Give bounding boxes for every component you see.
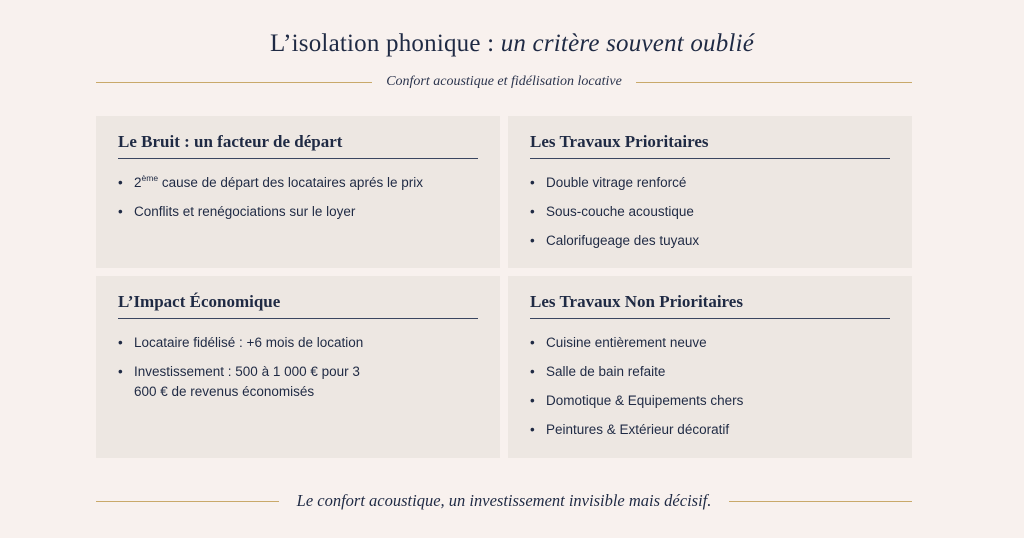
list-item: • Locataire fidélisé : +6 mois de location [118,333,480,353]
bullet-icon: • [530,335,535,350]
list-item: • Conflits et renégociations sur le loyer [118,202,480,222]
subtitle-row [96,71,912,93]
card-priority-works [508,116,912,268]
card-list [118,173,480,222]
footer-rule-left [96,501,279,502]
card-title: Le Bruit : un facteur de départ [118,132,478,159]
subtitle-rule-right [636,82,912,83]
list-item: • Cuisine entièrement neuve [530,333,892,353]
page-title [0,30,1024,58]
card-list [530,333,892,440]
card-list [530,173,892,251]
bullet-icon: • [530,204,535,219]
bullet-icon: • [530,422,535,437]
subtitle-rule-left [96,82,372,83]
bullet-icon: • [118,204,123,219]
footer-tagline: Le confort acoustique, un investissement invisible mais décisif. [296,491,712,510]
title-main: L’isolation phonique : [269,30,501,57]
bullet-icon: • [530,393,535,408]
list-item: • 2ème cause de départ des locataires aprés le prix [118,173,480,193]
card-title: L’Impact Économique [118,292,478,319]
list-item: • Investissement : 500 à 1 000 € pour 3 600 € de revenus économisés [118,364,360,399]
footer-rule-right [729,501,912,502]
list-item: • Calorifugeage des tuyaux [530,231,892,251]
card-list [118,333,480,402]
bullet-icon: • [530,364,535,379]
list-item: • Salle de bain refaite [530,362,892,382]
card-title: Les Travaux Prioritaires [530,132,890,159]
bullet-icon: • [530,233,535,248]
list-item: • Sous-couche acoustique [530,202,892,222]
card-economic-impact [96,276,500,458]
list-item: • Domotique & Equipements chers [530,391,892,411]
bullet-icon: • [118,335,123,350]
bullet-icon: • [530,175,535,190]
bullet-icon: • [118,364,123,379]
card-non-priority-works [508,276,912,458]
card-title: Les Travaux Non Prioritaires [530,292,890,319]
footer-row [96,488,912,514]
bullet-icon: • [118,175,123,190]
list-item: • Peintures & Extérieur décoratif [530,420,892,440]
list-item: • Double vitrage renforcé [530,173,892,193]
card-noise [96,116,500,268]
subtitle: Confort acoustique et fidélisation locative [386,74,622,89]
title-italic: un critère souvent oublié [500,30,755,57]
